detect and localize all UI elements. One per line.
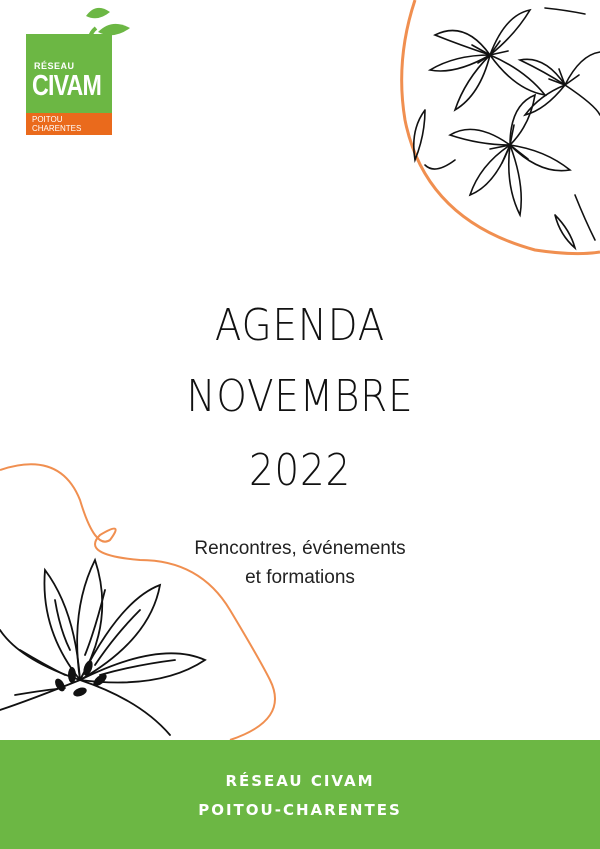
lily-flower-illustration <box>0 460 290 740</box>
logo-region-line2: CHARENTES <box>32 124 82 133</box>
title-year: 2022 <box>248 445 352 496</box>
title-month: NOVEMBRE <box>186 371 414 422</box>
title-agenda: AGENDA <box>214 300 386 351</box>
logo-region-block <box>26 113 112 135</box>
footer-line2: POITOU-CHARENTES <box>198 801 402 819</box>
subtitle-line1: Rencontres, événements <box>194 538 406 559</box>
logo-reseau-text: RÉSEAU <box>34 61 75 71</box>
logo-civam-text: CIVAM <box>32 70 102 102</box>
footer-banner <box>0 740 600 849</box>
subtitle-line2: et formations <box>245 567 355 588</box>
logo-region-line1: POITOU <box>32 115 63 124</box>
logo-green-block <box>26 34 112 113</box>
footer-line1: RÉSEAU CIVAM <box>225 772 375 790</box>
civam-logo <box>26 34 112 135</box>
lily-flowers-illustration <box>395 0 600 260</box>
